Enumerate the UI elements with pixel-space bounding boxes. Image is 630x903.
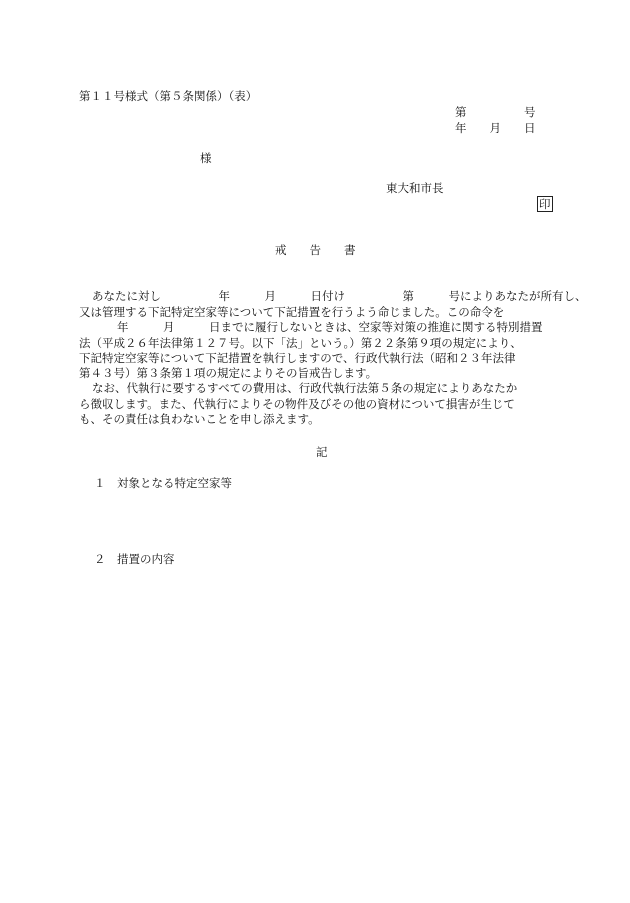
ki-heading: 記 bbox=[316, 445, 328, 459]
body-line: 下記特定空家等について下記措置を執行しますので、行政代執行法（昭和２３年法律 bbox=[79, 351, 516, 365]
date-line: 年 月 日 bbox=[455, 121, 536, 135]
item-label: 措置の内容 bbox=[117, 552, 175, 566]
item-number: １ bbox=[94, 476, 106, 490]
body-line: あなたに対し 年 月 日付け 第 号によりあなたが所有し、 bbox=[92, 289, 587, 303]
body-line: も、その責任は負わないことを申し添えます。 bbox=[79, 412, 320, 426]
body-line: 法（平成２６年法律第１２７号。以下「法」という。）第２２条第９項の規定により、 bbox=[79, 336, 522, 350]
item-number: ２ bbox=[94, 552, 106, 566]
seal-mark: 印 bbox=[539, 197, 551, 211]
addressee-suffix: 様 bbox=[200, 151, 212, 165]
document-title: 戒 告 書 bbox=[275, 243, 356, 257]
issuer-name: 東大和市長 bbox=[386, 181, 444, 195]
body-line: 第４３号）第３条第１項の規定によりその旨戒告します。 bbox=[79, 366, 378, 380]
body-line: 又は管理する下記特定空家等について下記措置を行うよう命じました。この命令を bbox=[79, 305, 505, 319]
form-label: 第１１号様式（第５条関係）（表） bbox=[79, 89, 258, 103]
item-label: 対象となる特定空家等 bbox=[117, 476, 232, 490]
body-line: なお、代執行に要するすべての費用は、行政代執行法第５条の規定によりあなたか bbox=[92, 381, 518, 395]
number-line: 第 号 bbox=[455, 105, 536, 119]
body-line: 年 月 日までに履行しないときは、空家等対策の推進に関する特別措置 bbox=[117, 320, 543, 334]
body-line: ら徴収します。また、代執行によりその物件及びその他の資材について損害が生じて bbox=[79, 397, 515, 411]
